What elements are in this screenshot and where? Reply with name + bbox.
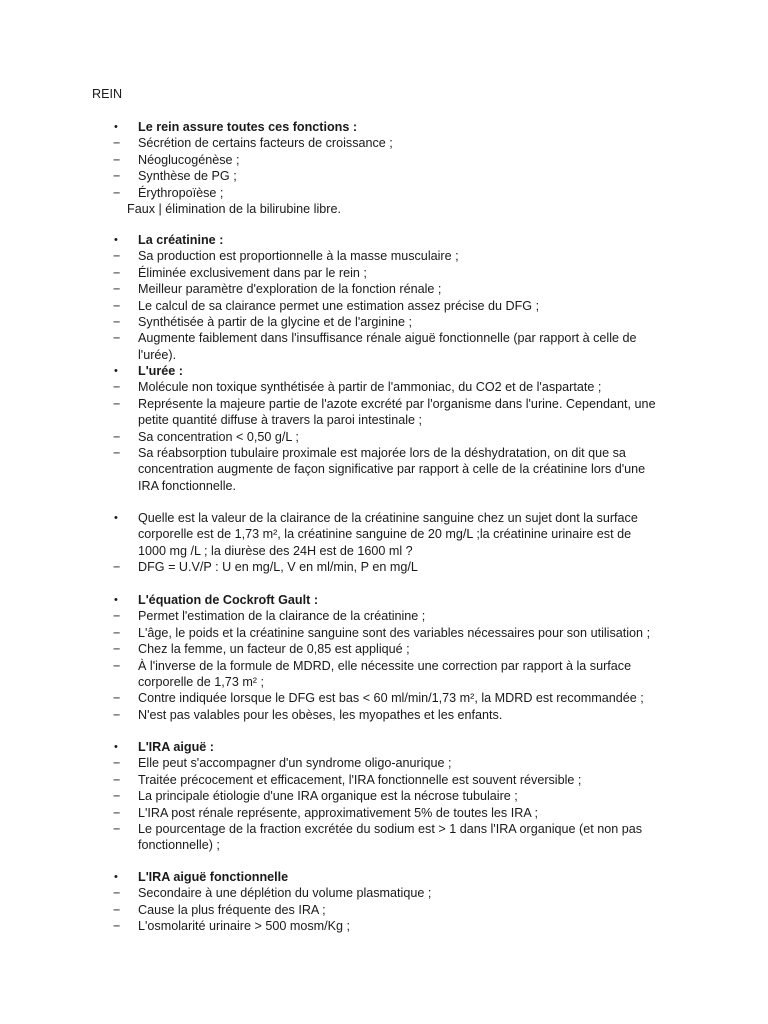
section-heading: • L'IRA aiguë fonctionnelle (114, 870, 289, 884)
list-item: − Elle peut s'accompagner d'un syndrome oligo-anurique ; (113, 756, 452, 771)
section-question-clairance (0, 510, 768, 576)
list-item: − L'IRA post rénale représente, approximativement 5% de toutes les IRA ; (113, 805, 539, 820)
dash-marker: − (113, 152, 121, 167)
dash-marker: − (113, 822, 121, 837)
dash-marker: − (113, 169, 121, 184)
list-item: − Cause la plus fréquente des IRA ; (113, 902, 326, 917)
list-item: − Sa réabsorption tubulaire proximale est majorée lors de la déshydratation, on dit que sa (113, 446, 626, 461)
section-heading: • La créatinine : (114, 233, 224, 247)
list-item: − L'âge, le poids et la créatinine sanguine sont des variables nécessaires pour son utilisation ; (113, 625, 651, 640)
list-item: − Érythropoïèse ; (113, 185, 224, 200)
section-uree (0, 363, 768, 494)
list-item: − Éliminée exclusivement dans par le rein ; (113, 265, 367, 280)
list-item-continuation: concentration augmente de façon significative par rapport à celle de la créatinine lors d'une (138, 462, 646, 477)
bullet-marker: • (114, 594, 118, 606)
list-item: − Augmente faiblement dans l'insuffisance rénale aiguë fonctionnelle (par rapport à celle de (113, 331, 637, 346)
dash-marker: − (113, 136, 121, 151)
dash-marker: − (113, 249, 121, 264)
dash-marker: − (113, 707, 121, 722)
bullet-marker: • (114, 741, 118, 753)
section-heading: • L'équation de Cockroft Gault : (114, 593, 319, 607)
list-item: − Sa concentration < 0,50 g/L ; (113, 429, 299, 444)
list-item-continuation: petite quantité diffuse à travers la paroi intestinale ; (138, 413, 422, 428)
dash-marker: − (113, 331, 121, 346)
document-title: REIN (92, 87, 123, 101)
list-item: − Chez la femme, un facteur de 0,85 est appliqué ; (113, 642, 410, 657)
dash-marker: − (113, 805, 121, 820)
answer-note: Faux | élimination de la bilirubine libre. (127, 202, 341, 217)
section-ira-aigue (0, 739, 768, 854)
bullet-marker: • (114, 871, 118, 883)
list-item: − Secondaire à une déplétion du volume plasmatique ; (113, 886, 432, 901)
bullet-marker: • (114, 234, 118, 246)
list-item: − L'osmolarité urinaire > 500 mosm/Kg ; (113, 919, 351, 934)
dash-marker: − (113, 282, 121, 297)
list-item-continuation: IRA fonctionnelle. (138, 478, 237, 493)
list-item: − Permet l'estimation de la clairance de la créatinine ; (113, 609, 426, 624)
dash-marker: − (113, 772, 121, 787)
list-item: − Molécule non toxique synthétisée à partir de l'ammoniac, du CO2 et de l'aspartate ; (113, 380, 602, 395)
dash-marker: − (113, 560, 121, 575)
list-item-continuation: l'urée). (138, 347, 177, 362)
list-item-continuation: fonctionnelle) ; (138, 838, 220, 853)
list-item: − Meilleur paramètre d'exploration de la fonction rénale ; (113, 282, 442, 297)
dash-marker: − (113, 642, 121, 657)
list-item-continuation: corporelle de 1,73 m² ; (138, 675, 264, 690)
section-creatinine (0, 232, 768, 363)
section-heading: • L'urée : (114, 364, 183, 378)
question-line-continuation: 1000 mg /L ; la diurèse des 24H est de 1600 ml ? (138, 543, 413, 558)
section-heading: • Le rein assure toutes ces fonctions : (114, 120, 358, 134)
dash-marker: − (113, 886, 121, 901)
dash-marker: − (113, 185, 121, 200)
list-item: − La principale étiologie d'une IRA organique est la nécrose tubulaire ; (113, 789, 518, 804)
dash-marker: − (113, 658, 121, 673)
bullet-marker: • (114, 121, 118, 133)
list-item: − Sécrétion de certains facteurs de croissance ; (113, 136, 393, 151)
section-cockroft-gault (0, 592, 768, 723)
dash-marker: − (113, 756, 121, 771)
dash-marker: − (113, 298, 121, 313)
list-item: − Sa production est proportionnelle à la masse musculaire ; (113, 249, 459, 264)
list-item: − Représente la majeure partie de l'azote excrété par l'organisme dans l'urine. Cependant, une (113, 396, 656, 411)
list-item: − À l'inverse de la formule de MDRD, elle nécessite une correction par rapport à la surface (113, 658, 632, 673)
dash-marker: − (113, 265, 121, 280)
list-item: − Contre indiquée lorsque le DFG est bas < 60 ml/min/1,73 m², la MDRD est recommandée ; (113, 691, 644, 706)
list-item: − Synthétisée à partir de la glycine et de l'arginine ; (113, 315, 413, 330)
bullet-marker: • (114, 365, 118, 377)
question-line-continuation: corporelle est de 1,73 m², la créatinine sanguine de 20 mg/L ;la créatinine urinaire est de (138, 527, 632, 542)
bullet-marker: • (114, 512, 118, 524)
list-item: − Synthèse de PG ; (113, 169, 237, 184)
list-item: − Traitée précocement et efficacement, l'IRA fonctionnelle est souvent réversible ; (113, 772, 582, 787)
dash-marker: − (113, 919, 121, 934)
dash-marker: − (113, 315, 121, 330)
dash-marker: − (113, 609, 121, 624)
section-rein-fonctions (0, 119, 768, 217)
dash-marker: − (113, 380, 121, 395)
dash-marker: − (113, 625, 121, 640)
list-item: − Le calcul de sa clairance permet une estimation assez précise du DFG ; (113, 298, 540, 313)
dash-marker: − (113, 789, 121, 804)
list-item: − Le pourcentage de la fraction excrétée du sodium est > 1 dans l'IRA organique (et non pas (113, 822, 643, 837)
dash-marker: − (113, 902, 121, 917)
dash-marker: − (113, 429, 121, 444)
question-line: • Quelle est la valeur de la clairance de la créatinine sanguine chez un sujet dont la surface (114, 511, 638, 525)
dash-marker: − (113, 396, 121, 411)
dash-marker: − (113, 691, 121, 706)
dash-marker: − (113, 446, 121, 461)
list-item: − N'est pas valables pour les obèses, les myopathes et les enfants. (113, 707, 503, 722)
list-item: − DFG = U.V/P : U en mg/L, V en ml/min, P en mg/L (113, 560, 418, 575)
section-ira-aigue-fonctionnelle (0, 869, 768, 935)
section-heading: • L'IRA aiguë : (114, 740, 214, 754)
list-item: − Néoglucogénèse ; (113, 152, 240, 167)
